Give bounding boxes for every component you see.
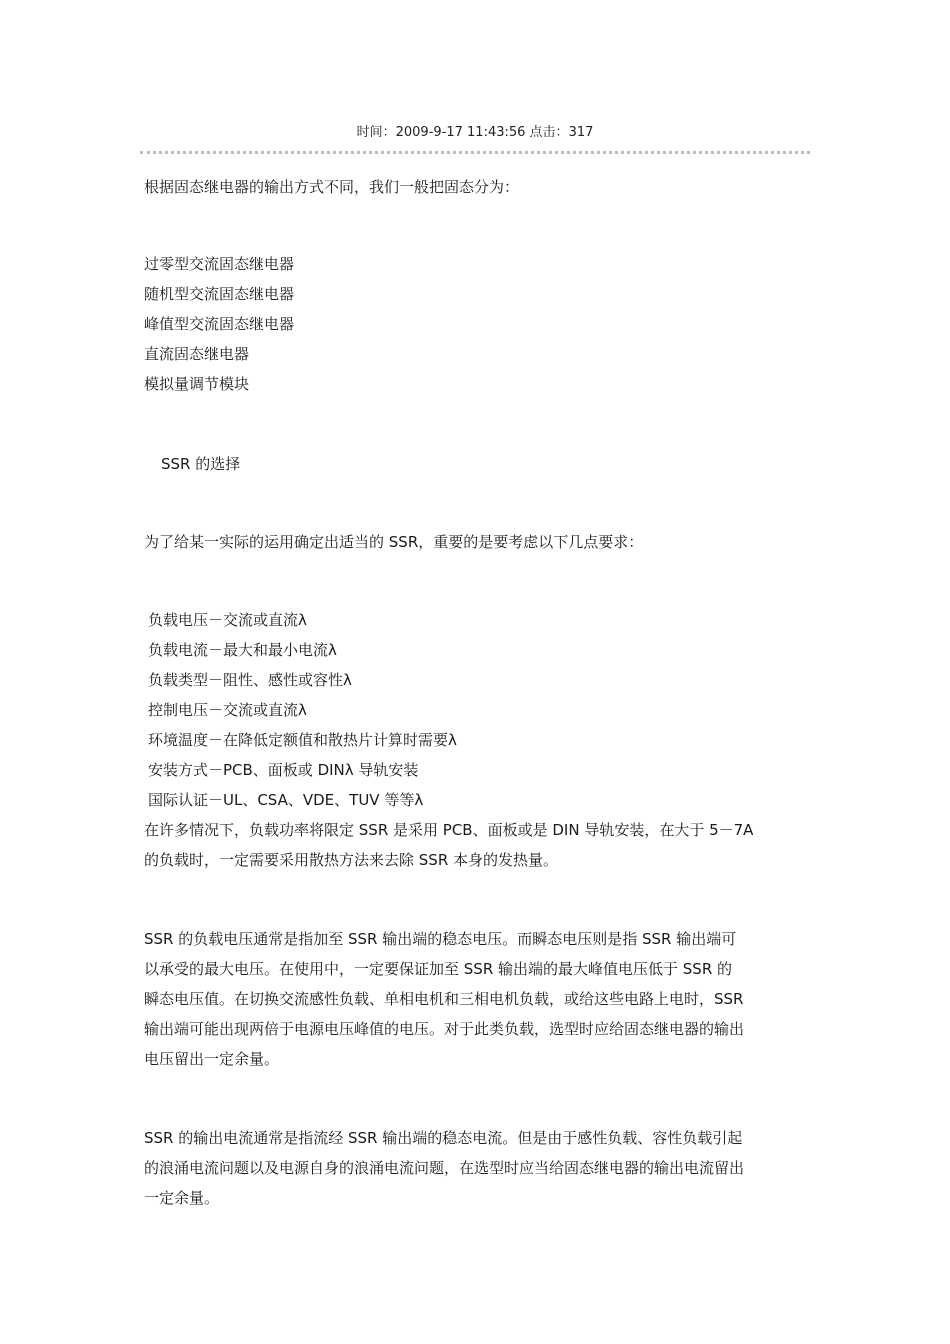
paragraph-output-current bbox=[144, 1123, 809, 1213]
time-value: 2009-9-17 11:43:56 bbox=[395, 125, 526, 140]
requirement-item: 环境温度－在降低定额值和散热片计算时需要λ bbox=[148, 731, 457, 749]
paragraph-mounting bbox=[144, 815, 809, 875]
time-label: 时间： bbox=[356, 125, 396, 140]
paragraph-line: 一定余量。 bbox=[144, 1189, 220, 1207]
hits-value: 317 bbox=[568, 125, 594, 140]
paragraph-line: 的浪涌电流问题以及电源自身的浪涌电流问题，在选型时应当给固态继电器的输出电流留出 bbox=[144, 1159, 745, 1177]
requirement-item: 负载类型－阻性、感性或容性λ bbox=[148, 671, 352, 689]
paragraph-line: 以承受的最大电压。在使用中，一定要保证加至 SSR 输出端的最大峰值电压低于 SSR 的 bbox=[144, 960, 733, 978]
paragraph-line: SSR 的负载电压通常是指加至 SSR 输出端的稳态电压。而瞬态电压则是指 SSR 输出端可 bbox=[144, 930, 737, 948]
dotted-divider bbox=[140, 151, 810, 154]
requirement-item: 控制电压－交流或直流λ bbox=[148, 701, 307, 719]
paragraph-line: 电压留出一定余量。 bbox=[144, 1050, 280, 1068]
hits-label: 点击： bbox=[529, 125, 569, 140]
paragraph-line: 在许多情况下，负载功率将限定 SSR 是采用 PCB、面板或是 DIN 导轨安装，在大于 5－7A bbox=[144, 821, 754, 839]
type-item: 峰值型交流固态继电器 bbox=[144, 315, 295, 333]
section-title: SSR 的选择 bbox=[161, 455, 241, 473]
paragraph-line: 瞬态电压值。在切换交流感性负载、单相电机和三相电机负载，或给这些电路上电时，SSR bbox=[144, 990, 744, 1008]
intro-text: 根据固态继电器的输出方式不同，我们一般把固态分为： bbox=[144, 178, 520, 196]
requirement-item: 负载电压－交流或直流λ bbox=[148, 611, 307, 629]
type-item: 过零型交流固态继电器 bbox=[144, 255, 295, 273]
requirement-item: 国际认证－UL、CSA、VDE、TUV 等等λ bbox=[148, 791, 424, 809]
paragraph-load-voltage bbox=[144, 924, 809, 1074]
paragraph-line: SSR 的输出电流通常是指流经 SSR 输出端的稳态电流。但是由于感性负载、容性负载引起 bbox=[144, 1129, 743, 1147]
requirement-item: 安装方式－PCB、面板或 DINλ 导轨安装 bbox=[148, 761, 419, 779]
paragraph-line: 的负载时，一定需要采用散热方法来去除 SSR 本身的发热量。 bbox=[144, 851, 559, 869]
requirements-intro: 为了给某一实际的运用确定出适当的 SSR，重要的是要考虑以下几点要求： bbox=[144, 533, 644, 551]
type-item: 随机型交流固态继电器 bbox=[144, 285, 295, 303]
requirement-item: 负载电流－最大和最小电流λ bbox=[148, 641, 337, 659]
type-item: 模拟量调节模块 bbox=[144, 375, 250, 393]
article-meta bbox=[0, 121, 950, 140]
type-item: 直流固态继电器 bbox=[144, 345, 250, 363]
paragraph-line: 输出端可能出现两倍于电源电压峰值的电压。对于此类负载，选型时应给固态继电器的输出 bbox=[144, 1020, 745, 1038]
